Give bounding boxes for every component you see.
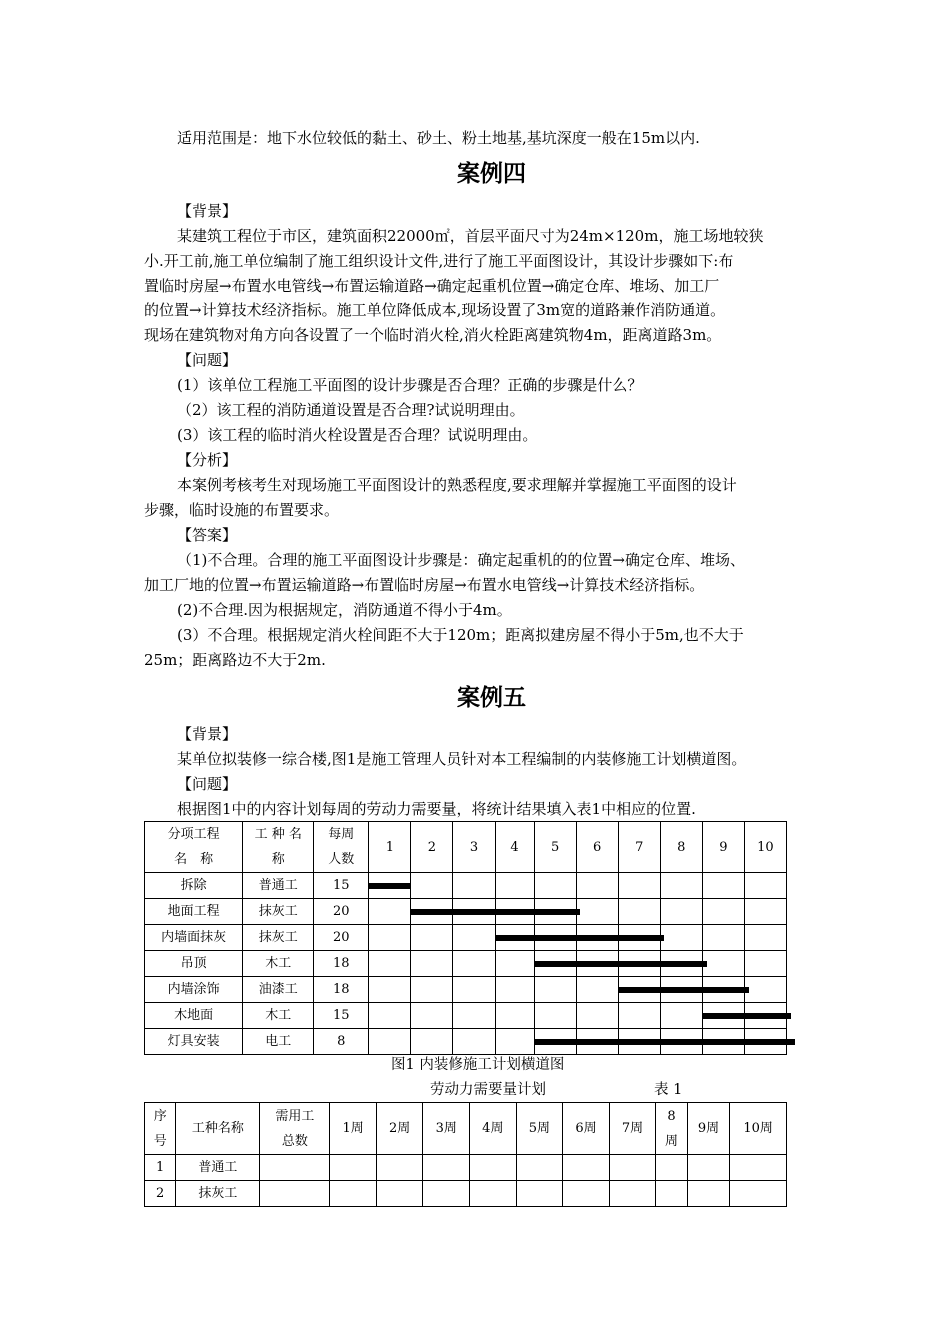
gantt-week-cell (702, 873, 744, 899)
labor-week-cell[interactable] (687, 1155, 730, 1181)
gantt-week-cell (495, 1029, 534, 1055)
labor-trade-cell: 普通工 (176, 1155, 260, 1181)
gantt-week-cell (576, 977, 618, 1003)
labor-week-cell[interactable] (376, 1155, 423, 1181)
gantt-week-cell (369, 925, 411, 951)
labor-seq-cell: 2 (145, 1181, 176, 1207)
gantt-bar (534, 961, 706, 967)
case5-background-label: 【背景】 (177, 725, 238, 743)
gantt-week-header: 3 (453, 822, 495, 873)
case4-background-line: 现场在建筑物对角方向各设置了一个临时消火栓,消火栓距离建筑物4m，距离道路3m。 (144, 326, 722, 344)
labor-total-cell[interactable] (260, 1155, 330, 1181)
gantt-week-cell (369, 951, 411, 977)
gantt-week-cell (744, 899, 786, 925)
labor-week-cell[interactable] (563, 1181, 610, 1207)
labor-week-cell[interactable] (656, 1181, 687, 1207)
gantt-row (145, 873, 787, 899)
labor-trade-cell: 抹灰工 (176, 1181, 260, 1207)
gantt-people-cell: 20 (314, 899, 369, 925)
case4-question: (3）该工程的临时消火栓设置是否合理？试说明理由。 (177, 426, 538, 444)
gantt-trade-cell: 油漆工 (243, 977, 314, 1003)
gantt-item-cell: 灯具安装 (145, 1029, 243, 1055)
gantt-week-cell (618, 873, 660, 899)
gantt-week-cell (744, 951, 786, 977)
gantt-bar (534, 1039, 795, 1045)
gantt-week-header: 9 (702, 822, 744, 873)
labor-week-header: 5周 (516, 1103, 563, 1155)
gantt-week-header: 7 (618, 822, 660, 873)
case4-background-line: 某建筑工程位于市区，建筑面积22000㎡，首层平面尺寸为24m×120m，施工场地较狭 (177, 227, 764, 245)
gantt-week-cell (744, 925, 786, 951)
gantt-week-header: 8 (660, 822, 702, 873)
case4-question: (1）该单位工程施工平面图的设计步骤是否合理？正确的步骤是什么？ (177, 376, 643, 394)
case4-title: 案例四 (457, 161, 526, 187)
gantt-week-cell (618, 1003, 660, 1029)
labor-week-cell[interactable] (423, 1155, 470, 1181)
gantt-item-cell: 拆除 (145, 873, 243, 899)
gantt-people-cell: 18 (314, 951, 369, 977)
case4-background-line: 小.开工前,施工单位编制了施工组织设计文件,进行了施工平面图设计，其设计步骤如下:布 (144, 252, 734, 270)
gantt-people-cell: 15 (314, 873, 369, 899)
gantt-week-cell (534, 1003, 576, 1029)
labor-week-cell[interactable] (609, 1181, 656, 1207)
labor-header-trade: 工种名称 (176, 1103, 260, 1155)
gantt-week-cell (411, 873, 453, 899)
labor-week-header: 1周 (330, 1103, 377, 1155)
labor-week-cell[interactable] (730, 1155, 787, 1181)
case4-answer-line: (3）不合理。根据规定消火栓间距不大于120m；距离拟建房屋不得小于5m,也不大于 (177, 626, 744, 644)
labor-week-header: 7周 (609, 1103, 656, 1155)
gantt-table (144, 821, 787, 1055)
gantt-bar (369, 883, 411, 889)
case4-analysis-line: 步骤，临时设施的布置要求。 (144, 501, 340, 519)
gantt-week-cell (702, 899, 744, 925)
gantt-week-cell (411, 1029, 453, 1055)
header-text: 称 (271, 852, 285, 867)
gantt-week-cell (453, 977, 495, 1003)
gantt-week-cell (453, 1029, 495, 1055)
gantt-trade-cell: 木工 (243, 1003, 314, 1029)
gantt-week-cell (576, 1003, 618, 1029)
labor-seq-cell: 1 (145, 1155, 176, 1181)
gantt-week-header: 6 (576, 822, 618, 873)
gantt-week-cell (411, 977, 453, 1003)
labor-header-seq (145, 1103, 176, 1155)
gantt-week-cell (534, 977, 576, 1003)
labor-header-row (145, 1103, 787, 1155)
case4-answer-line: (2)不合理.因为根据规定，消防通道不得小于4m。 (177, 601, 512, 619)
gantt-header-item (145, 822, 243, 873)
gantt-people-cell: 8 (314, 1029, 369, 1055)
labor-week-header: 10周 (730, 1103, 787, 1155)
gantt-week-cell (411, 925, 453, 951)
gantt-trade-cell: 普通工 (243, 873, 314, 899)
labor-week-cell[interactable] (470, 1181, 517, 1207)
case4-background-line: 的位置→计算技术经济指标。施工单位降低成本,现场设置了3m宽的道路兼作消防通道。 (144, 301, 726, 319)
case4-answer-line: 加工厂地的位置→布置运输道路→布置临时房屋→布置水电管线→计算技术经济指标。 (144, 576, 705, 594)
labor-week-header (656, 1103, 687, 1155)
case4-question-label: 【问题】 (177, 351, 238, 369)
gantt-week-cell (495, 1003, 534, 1029)
labor-week-cell[interactable] (609, 1155, 656, 1181)
gantt-header-people (314, 822, 369, 873)
gantt-week-header: 1 (369, 822, 411, 873)
header-text: 人数 (328, 852, 355, 867)
gantt-item-cell: 内墙面抹灰 (145, 925, 243, 951)
gantt-week-cell (744, 977, 786, 1003)
gantt-week-header: 5 (534, 822, 576, 873)
gantt-week-cell (495, 873, 534, 899)
case4-background-label: 【背景】 (177, 202, 238, 220)
gantt-week-cell (453, 1003, 495, 1029)
labor-week-cell[interactable] (330, 1181, 377, 1207)
gantt-week-cell (576, 899, 618, 925)
gantt-bar (411, 909, 580, 915)
labor-total-cell[interactable] (260, 1181, 330, 1207)
gantt-week-cell (453, 925, 495, 951)
gantt-week-cell (660, 925, 702, 951)
labor-week-header: 6周 (563, 1103, 610, 1155)
labor-week-header: 2周 (376, 1103, 423, 1155)
labor-week-header: 3周 (423, 1103, 470, 1155)
gantt-people-cell: 20 (314, 925, 369, 951)
gantt-row (145, 1003, 787, 1029)
case4-analysis-label: 【分析】 (177, 451, 238, 469)
gantt-item-cell: 地面工程 (145, 899, 243, 925)
labor-week-header: 9周 (687, 1103, 730, 1155)
labor-week-cell[interactable] (656, 1155, 687, 1181)
gantt-week-cell (369, 1029, 411, 1055)
gantt-week-cell (453, 951, 495, 977)
gantt-caption: 图1 内装修施工计划横道图 (391, 1057, 565, 1073)
labor-header-total (260, 1103, 330, 1155)
gantt-bar (495, 935, 664, 941)
gantt-week-header: 10 (744, 822, 786, 873)
case4-analysis-line: 本案例考核考生对现场施工平面图设计的熟悉程度,要求理解并掌握施工平面图的设计 (177, 476, 737, 494)
gantt-week-cell (702, 925, 744, 951)
gantt-week-cell (576, 873, 618, 899)
case4-answer-line: （1)不合理。合理的施工平面图设计步骤是：确定起重机的的位置→确定仓库、堆场、 (177, 551, 745, 569)
gantt-week-cell (660, 1003, 702, 1029)
labor-week-cell[interactable] (730, 1181, 787, 1207)
intro-line: 适用范围是：地下水位较低的黏土、砂土、粉土地基,基坑深度一般在15m以内. (177, 129, 700, 147)
labor-body (145, 1155, 787, 1207)
gantt-week-cell (369, 1003, 411, 1029)
gantt-trade-cell: 木工 (243, 951, 314, 977)
labor-table-caption: 劳动力需要量计划 (430, 1082, 546, 1098)
header-text: 需用工 (275, 1108, 315, 1124)
gantt-week-cell (660, 873, 702, 899)
labor-row (145, 1181, 787, 1207)
labor-row (145, 1155, 787, 1181)
case4-question: （2）该工程的消防通道设置是否合理?试说明理由。 (177, 401, 525, 419)
gantt-week-cell (534, 873, 576, 899)
gantt-bar (702, 1013, 790, 1019)
labor-week-header: 4周 (470, 1103, 517, 1155)
header-text: 工 种 名 (254, 827, 302, 842)
labor-week-cell[interactable] (687, 1181, 730, 1207)
gantt-row (145, 925, 787, 951)
gantt-item-cell: 内墙涂饰 (145, 977, 243, 1003)
header-text: 分项工程 (167, 827, 220, 842)
gantt-trade-cell: 电工 (243, 1029, 314, 1055)
case5-question-label: 【问题】 (177, 775, 238, 793)
gantt-trade-cell: 抹灰工 (243, 899, 314, 925)
gantt-people-cell: 15 (314, 1003, 369, 1029)
labor-week-cell[interactable] (516, 1155, 563, 1181)
labor-table-number: 表 1 (654, 1082, 683, 1098)
gantt-week-cell (369, 899, 411, 925)
header-text: 8 (667, 1108, 676, 1124)
gantt-people-cell: 18 (314, 977, 369, 1003)
header-text: 号 (153, 1133, 167, 1149)
gantt-week-cell (495, 977, 534, 1003)
labor-week-cell[interactable] (516, 1181, 563, 1207)
case4-background-line: 置临时房屋→布置水电管线→布置运输道路→确定起重机位置→确定仓库、堆场、加工厂 (144, 277, 720, 295)
labor-week-cell[interactable] (376, 1181, 423, 1207)
case5-question-line: 根据图1中的内容计划每周的劳动力需要量，将统计结果填入表1中相应的位置. (177, 800, 696, 818)
gantt-week-header: 4 (495, 822, 534, 873)
gantt-bar (618, 987, 748, 993)
gantt-week-header: 2 (411, 822, 453, 873)
case4-answer-label: 【答案】 (177, 526, 238, 544)
gantt-trade-cell: 抹灰工 (243, 925, 314, 951)
gantt-header-trade (243, 822, 314, 873)
header-text: 每周 (328, 827, 355, 842)
labor-week-cell[interactable] (423, 1181, 470, 1207)
header-text: 总数 (281, 1133, 308, 1149)
gantt-week-cell (453, 873, 495, 899)
labor-week-cell[interactable] (330, 1155, 377, 1181)
gantt-week-cell (744, 873, 786, 899)
gantt-week-cell (411, 1003, 453, 1029)
gantt-item-cell: 吊顶 (145, 951, 243, 977)
case4-answer-line: 25m；距离路边不大于2m. (144, 651, 326, 669)
gantt-week-cell (495, 951, 534, 977)
case5-background-line: 某单位拟装修一综合楼,图1是施工管理人员针对本工程编制的内装修施工计划横道图。 (177, 750, 747, 768)
labor-table (144, 1102, 787, 1207)
gantt-week-cell (369, 977, 411, 1003)
gantt-item-cell: 木地面 (145, 1003, 243, 1029)
labor-week-cell[interactable] (470, 1155, 517, 1181)
gantt-week-cell (618, 899, 660, 925)
header-text: 周 (665, 1133, 679, 1149)
header-text: 序 (153, 1108, 167, 1124)
gantt-week-cell (660, 899, 702, 925)
gantt-header-row (145, 822, 787, 873)
header-text: 名 称 (174, 852, 214, 867)
labor-week-cell[interactable] (563, 1155, 610, 1181)
gantt-week-cell (411, 951, 453, 977)
case5-title: 案例五 (457, 685, 526, 711)
gantt-week-cell (702, 951, 744, 977)
